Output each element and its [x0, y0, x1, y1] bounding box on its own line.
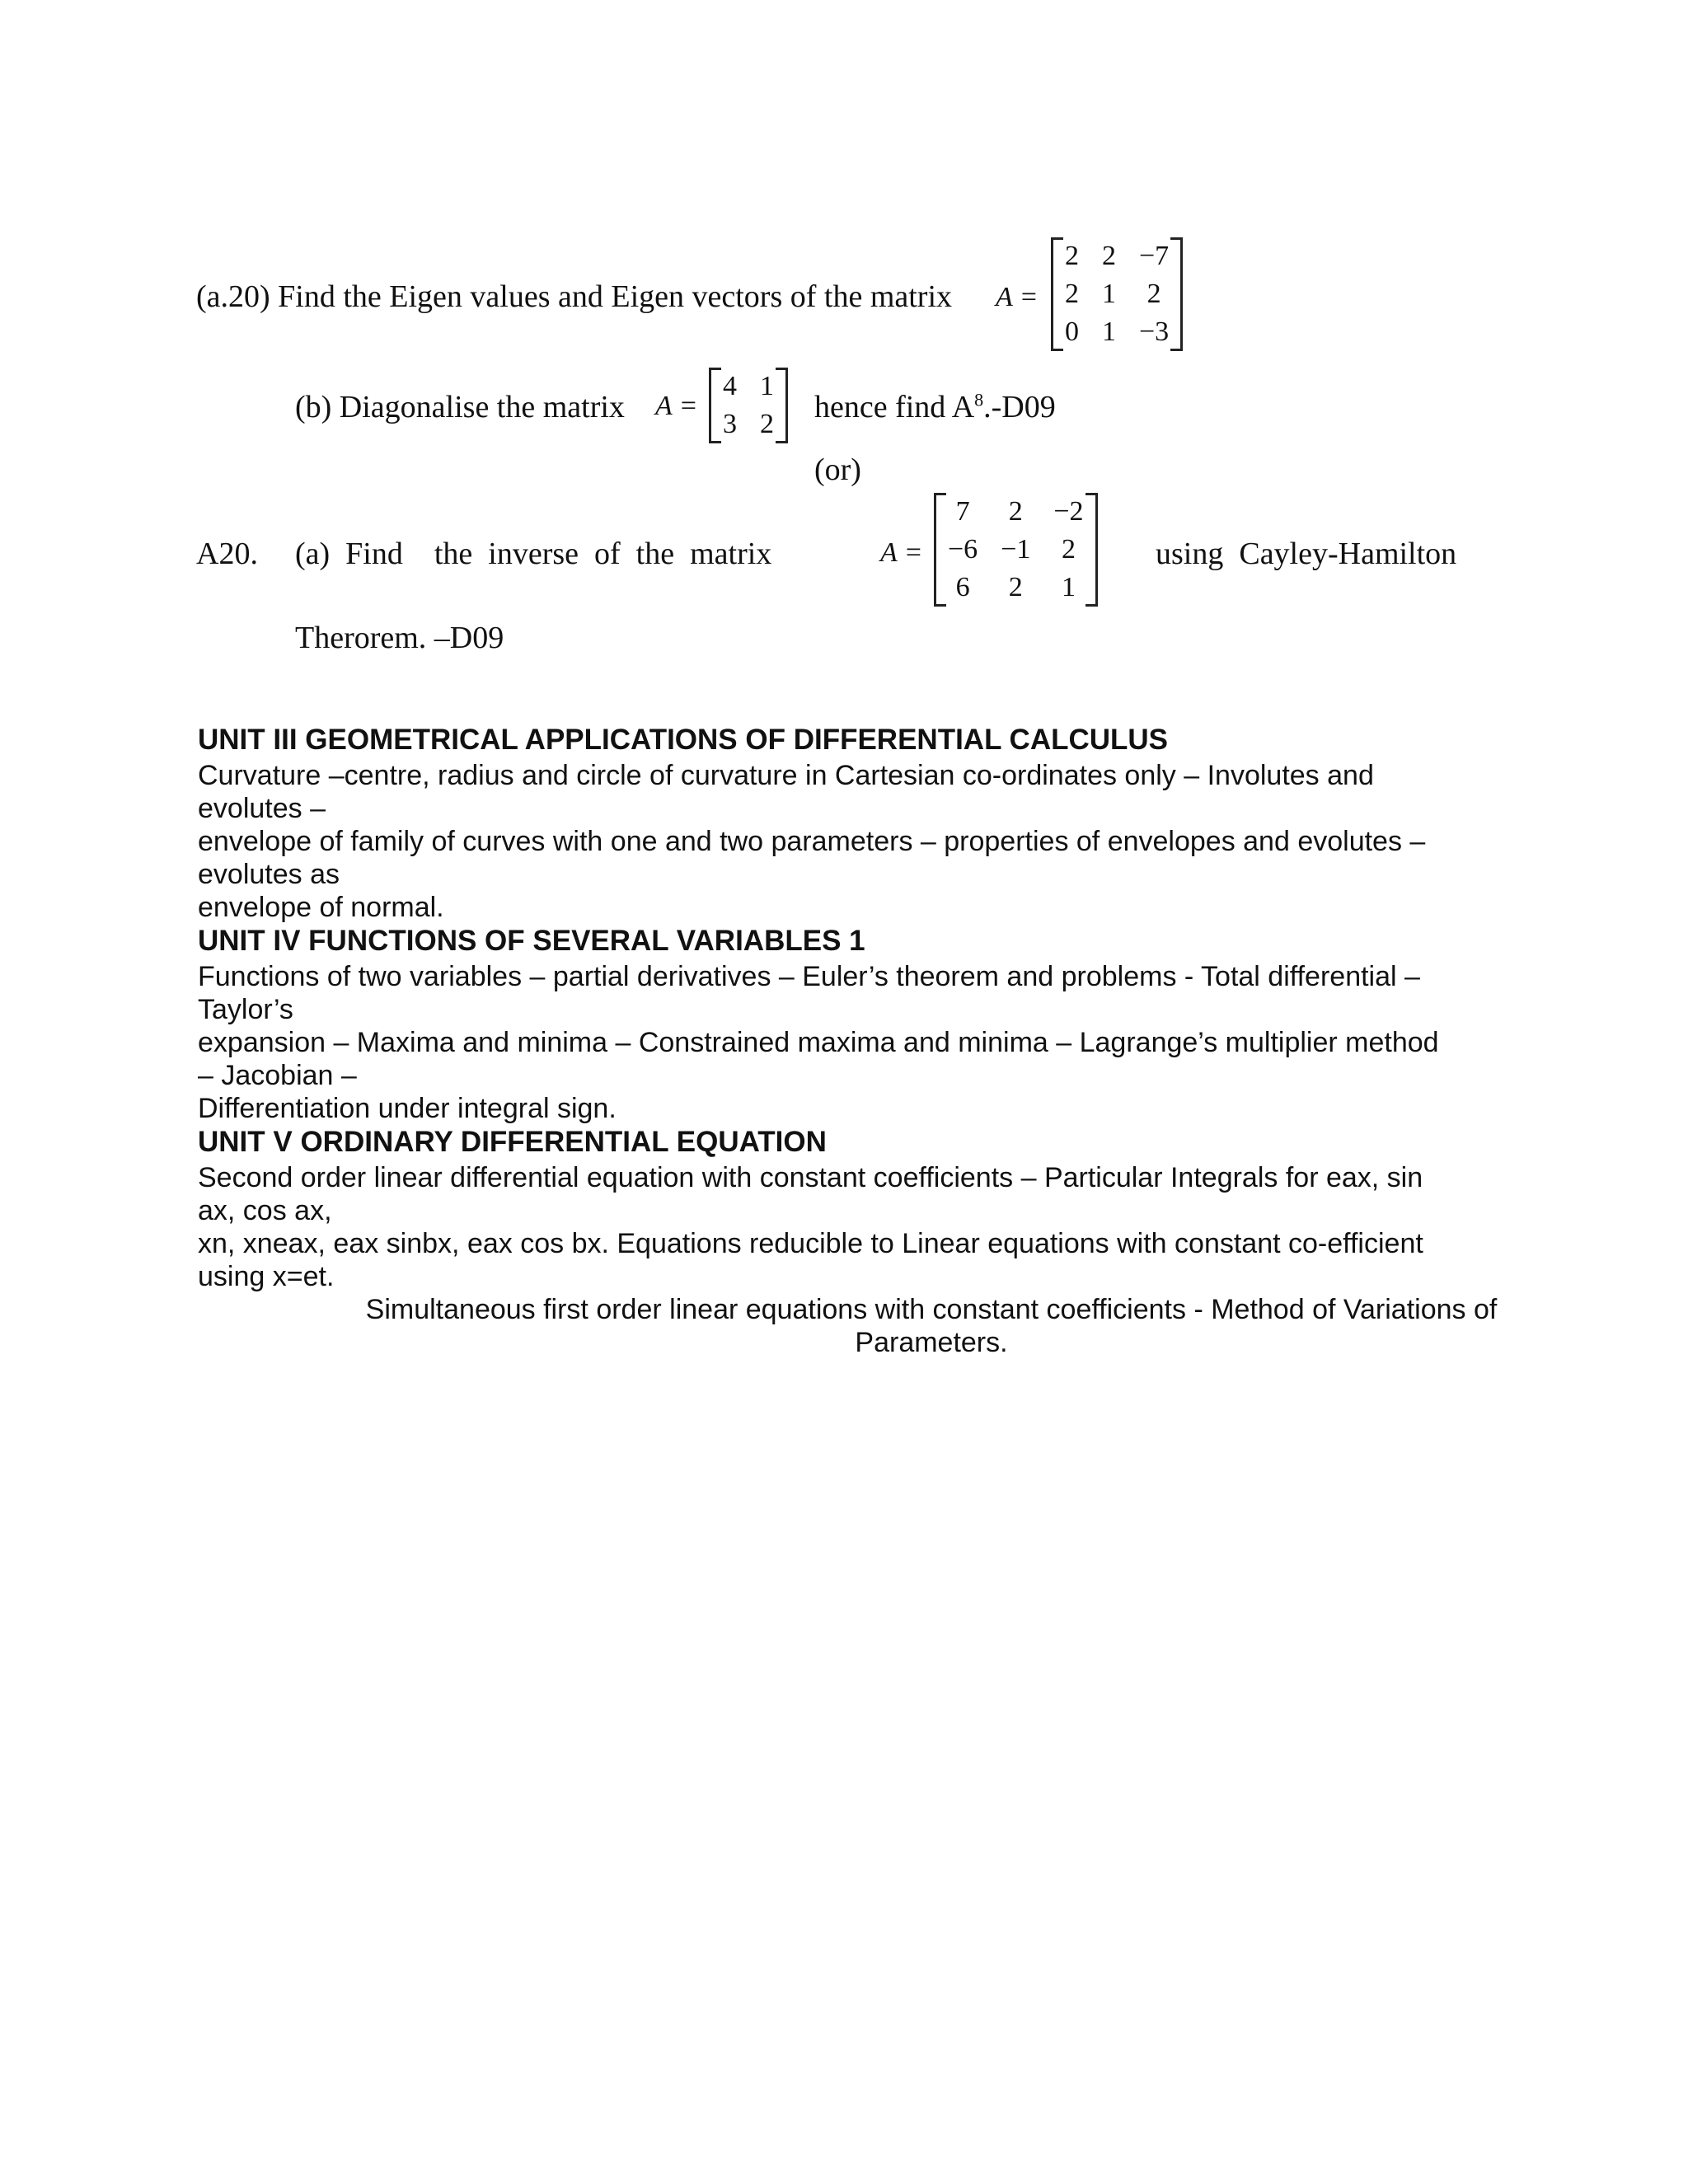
matrix-cell: 0: [1065, 316, 1079, 347]
matrix-variable: A =: [880, 537, 923, 568]
question-b-after: [814, 389, 1056, 425]
matrix-cell: 2: [1008, 496, 1023, 527]
matrix-cell: −1: [1001, 534, 1031, 565]
matrix-cell: −6: [948, 534, 978, 565]
unit5-line: Second order linear differential equation with constant coefficients – Particular Integrals for eax, sin: [198, 1162, 1423, 1193]
unit4-heading: UNIT IV FUNCTIONS OF SEVERAL VARIABLES 1: [198, 925, 865, 957]
unit4-line: expansion – Maxima and minima – Constrained maxima and minima – Lagrange’s multiplier method: [198, 1027, 1439, 1058]
unit5-line: ax, cos ax,: [198, 1195, 332, 1226]
unit5-line: Simultaneous first order linear equations with constant coefficients - Method of Variations of: [365, 1294, 1498, 1325]
matrix-cell: −7: [1139, 241, 1170, 271]
question-a20-text: (a.20) Find the Eigen values and Eigen vectors of the matrix: [196, 279, 953, 314]
or-label: (or): [814, 452, 861, 487]
unit5-heading: UNIT V ORDINARY DIFFERENTIAL EQUATION: [198, 1126, 827, 1158]
unit3-line: envelope of normal.: [198, 892, 444, 923]
a20-label: A20.: [196, 537, 258, 571]
question-b-text: (b) Diagonalise the matrix: [295, 390, 625, 424]
unit5-line: Parameters.: [855, 1327, 1008, 1358]
matrix-variable: A =: [996, 282, 1039, 312]
matrix-a20-inverse: [934, 493, 1098, 607]
unit4-line: Differentiation under integral sign.: [198, 1093, 617, 1124]
unit5-line: xn, xneax, eax sinbx, eax cos bx. Equations reducible to Linear equations with constant co-efficient: [198, 1228, 1423, 1259]
matrix-cell: 6: [955, 572, 970, 602]
unit4-line: Functions of two variables – partial derivatives – Euler’s theorem and problems - Total differential –: [198, 961, 1420, 992]
matrix-cell: 1: [1061, 572, 1076, 602]
matrix-cell: 1: [1102, 316, 1116, 347]
matrix-cell: 1: [1102, 279, 1116, 309]
unit3-line: evolutes –: [198, 793, 326, 824]
matrix-a20: [1051, 237, 1183, 351]
matrix-cell: 7: [955, 496, 970, 527]
a20-text: (a) Find the inverse of the matrix: [295, 537, 772, 571]
matrix-cell: 3: [723, 409, 737, 439]
power-superscript: 8: [974, 389, 984, 410]
matrix-b: [709, 368, 788, 443]
d09-text: .-D09: [983, 390, 1056, 424]
a20-line2: Therorem. –D09: [295, 621, 504, 655]
matrix-cell: 2: [1065, 279, 1079, 309]
a20-after: using Cayley-Hamilton: [1156, 537, 1457, 571]
unit3-line: evolutes as: [198, 859, 340, 890]
matrix-cell: 1: [760, 371, 774, 401]
matrix-cell: 4: [723, 371, 737, 401]
unit5-line: using x=et.: [198, 1261, 335, 1292]
matrix-variable: A =: [655, 391, 698, 421]
matrix-cell: 2: [1065, 241, 1079, 271]
matrix-cell: 2: [1061, 534, 1076, 565]
unit4-line: Taylor’s: [198, 994, 293, 1025]
unit3-line: Curvature –centre, radius and circle of curvature in Cartesian co-ordinates only – Involutes and: [198, 760, 1374, 791]
matrix-cell: −2: [1053, 496, 1084, 527]
matrix-cell: 2: [760, 409, 774, 439]
matrix-cell: −3: [1139, 316, 1170, 347]
matrix-cell: 2: [1146, 279, 1161, 309]
unit4-line: – Jacobian –: [198, 1060, 357, 1091]
unit3-line: envelope of family of curves with one and two parameters – properties of envelopes and evolutes –: [198, 826, 1426, 857]
unit3-heading: UNIT III GEOMETRICAL APPLICATIONS OF DIFFERENTIAL CALCULUS: [198, 724, 1169, 756]
hence-text: hence find A: [814, 390, 975, 424]
matrix-cell: 2: [1008, 572, 1023, 602]
matrix-cell: 2: [1102, 241, 1116, 271]
